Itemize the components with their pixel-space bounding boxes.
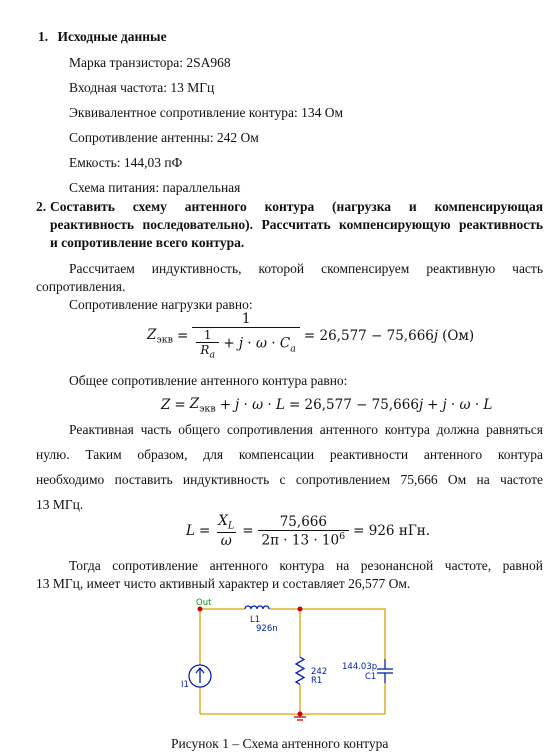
equation-inductance: L = $\frac{X_L}{\omega}$ = $\frac{75,666}{2\pi \cdot 13 \cdot 10^6}$ = 926 нГн.: [186, 513, 431, 549]
label-out: Out: [196, 598, 212, 608]
equation-load-impedance-result: = 26,577 − 75,666: [303, 328, 434, 344]
section1-title: Исходные данные: [57, 29, 167, 44]
data-item-capacitance: Емкость: 144,03 пФ: [69, 155, 183, 170]
ground-symbol: [294, 717, 306, 720]
schematic-components: [189, 606, 393, 687]
section2-title-line-3: и сопротивление всего контура.: [50, 235, 245, 250]
paragraph-inductance-line-2: сопротивления.: [36, 279, 126, 294]
paragraph-total-impedance: Общее сопротивление антенного контура равно:: [69, 373, 348, 388]
label-c1-name: C1: [365, 672, 377, 682]
section2-number: 2.: [36, 199, 47, 214]
node-junction-bottom: [298, 712, 303, 717]
data-item-transistor: Марка транзистора: 2SA968: [69, 55, 231, 70]
equation-inductance-exponent: 6: [339, 530, 346, 542]
inductor-l1-symbol: [245, 606, 269, 609]
paragraph-compensation-line-4: 13 МГц.: [36, 497, 84, 512]
equation-inductance-numerator: 75,666: [279, 513, 327, 530]
paragraph-load-resistance: Сопротивление нагрузки равно:: [69, 297, 253, 312]
equation-total-impedance-rhs: = 26,577 − 75,666: [288, 397, 419, 414]
label-l1-value: 926n: [256, 624, 278, 634]
paragraph-compensation-line-3: необходимо поставить индуктивность с сопротивлением 75,666 Ом на частоте: [36, 472, 543, 487]
label-c1-value: 144.03p: [342, 662, 378, 672]
label-r1-name: R1: [311, 676, 323, 686]
figure-caption: Рисунок 1 – Схема антенного контура: [171, 736, 389, 751]
data-item-power-scheme: Схема питания: параллельная: [69, 180, 241, 195]
section2-title-line-2: реактивность последовательно). Рассчитать компенсирующую реактивность: [50, 217, 543, 232]
equation-inductance-result: = 926 нГн.: [353, 523, 431, 539]
antenna-circuit-schematic: [170, 597, 400, 727]
data-item-equivalent-resistance: Эквивалентное сопротивление контура: 134 Ом: [69, 105, 343, 120]
paragraph-compensation-line-1: Реактивная часть общего сопротивления антенного контура должна равняться: [69, 422, 543, 437]
current-source-i1-symbol: [189, 665, 211, 687]
label-r1-value: 242: [311, 667, 328, 677]
equation-load-impedance: $Z_{экв}$ = 1 $\frac{1}{R_a}$ + $j \cdot \omega \cdot C_a$ = 26,577 − 75,666 j (Ом): [147, 311, 475, 361]
node-junction-top: [298, 607, 303, 612]
label-i1-name: I1: [181, 680, 189, 690]
section1-number: 1.: [38, 29, 49, 44]
data-item-frequency: Входная частота: 13 МГц: [69, 80, 215, 95]
section2-title-line-1: Составить схему антенного контура (нагрузка и компенсирующая: [50, 199, 543, 214]
section1-heading: [38, 28, 167, 46]
data-item-antenna-resistance: Сопротивление антенны: 242 Ом: [69, 130, 259, 145]
equation-total-impedance: Z = $Z_{экв}$ + j · ω · L = 26,577 − 75,666 j + j · ω · L: [161, 396, 493, 415]
paragraph-inductance-line-1: Рассчитаем индуктивность, которой скомпенсируем реактивную часть: [69, 261, 543, 276]
label-l1-name: L1: [250, 615, 261, 625]
resistor-r1-symbol: [296, 657, 304, 685]
equation-load-impedance-unit: (Ом): [442, 328, 475, 344]
paragraph-resonance-line-1: Тогда сопротивление антенного контура на резонансной частоте, равной: [69, 558, 543, 573]
paragraph-compensation-line-2: нулю. Таким образом, для компенсации реактивности антенного контура: [36, 447, 543, 462]
equation-inductance-denominator: 2π · 13 · 10: [261, 532, 340, 549]
capacitor-c1-symbol: [377, 659, 393, 683]
paragraph-resonance-line-2: 13 МГц, имеет чисто активный характер и составляет 26,577 Ом.: [36, 576, 411, 591]
